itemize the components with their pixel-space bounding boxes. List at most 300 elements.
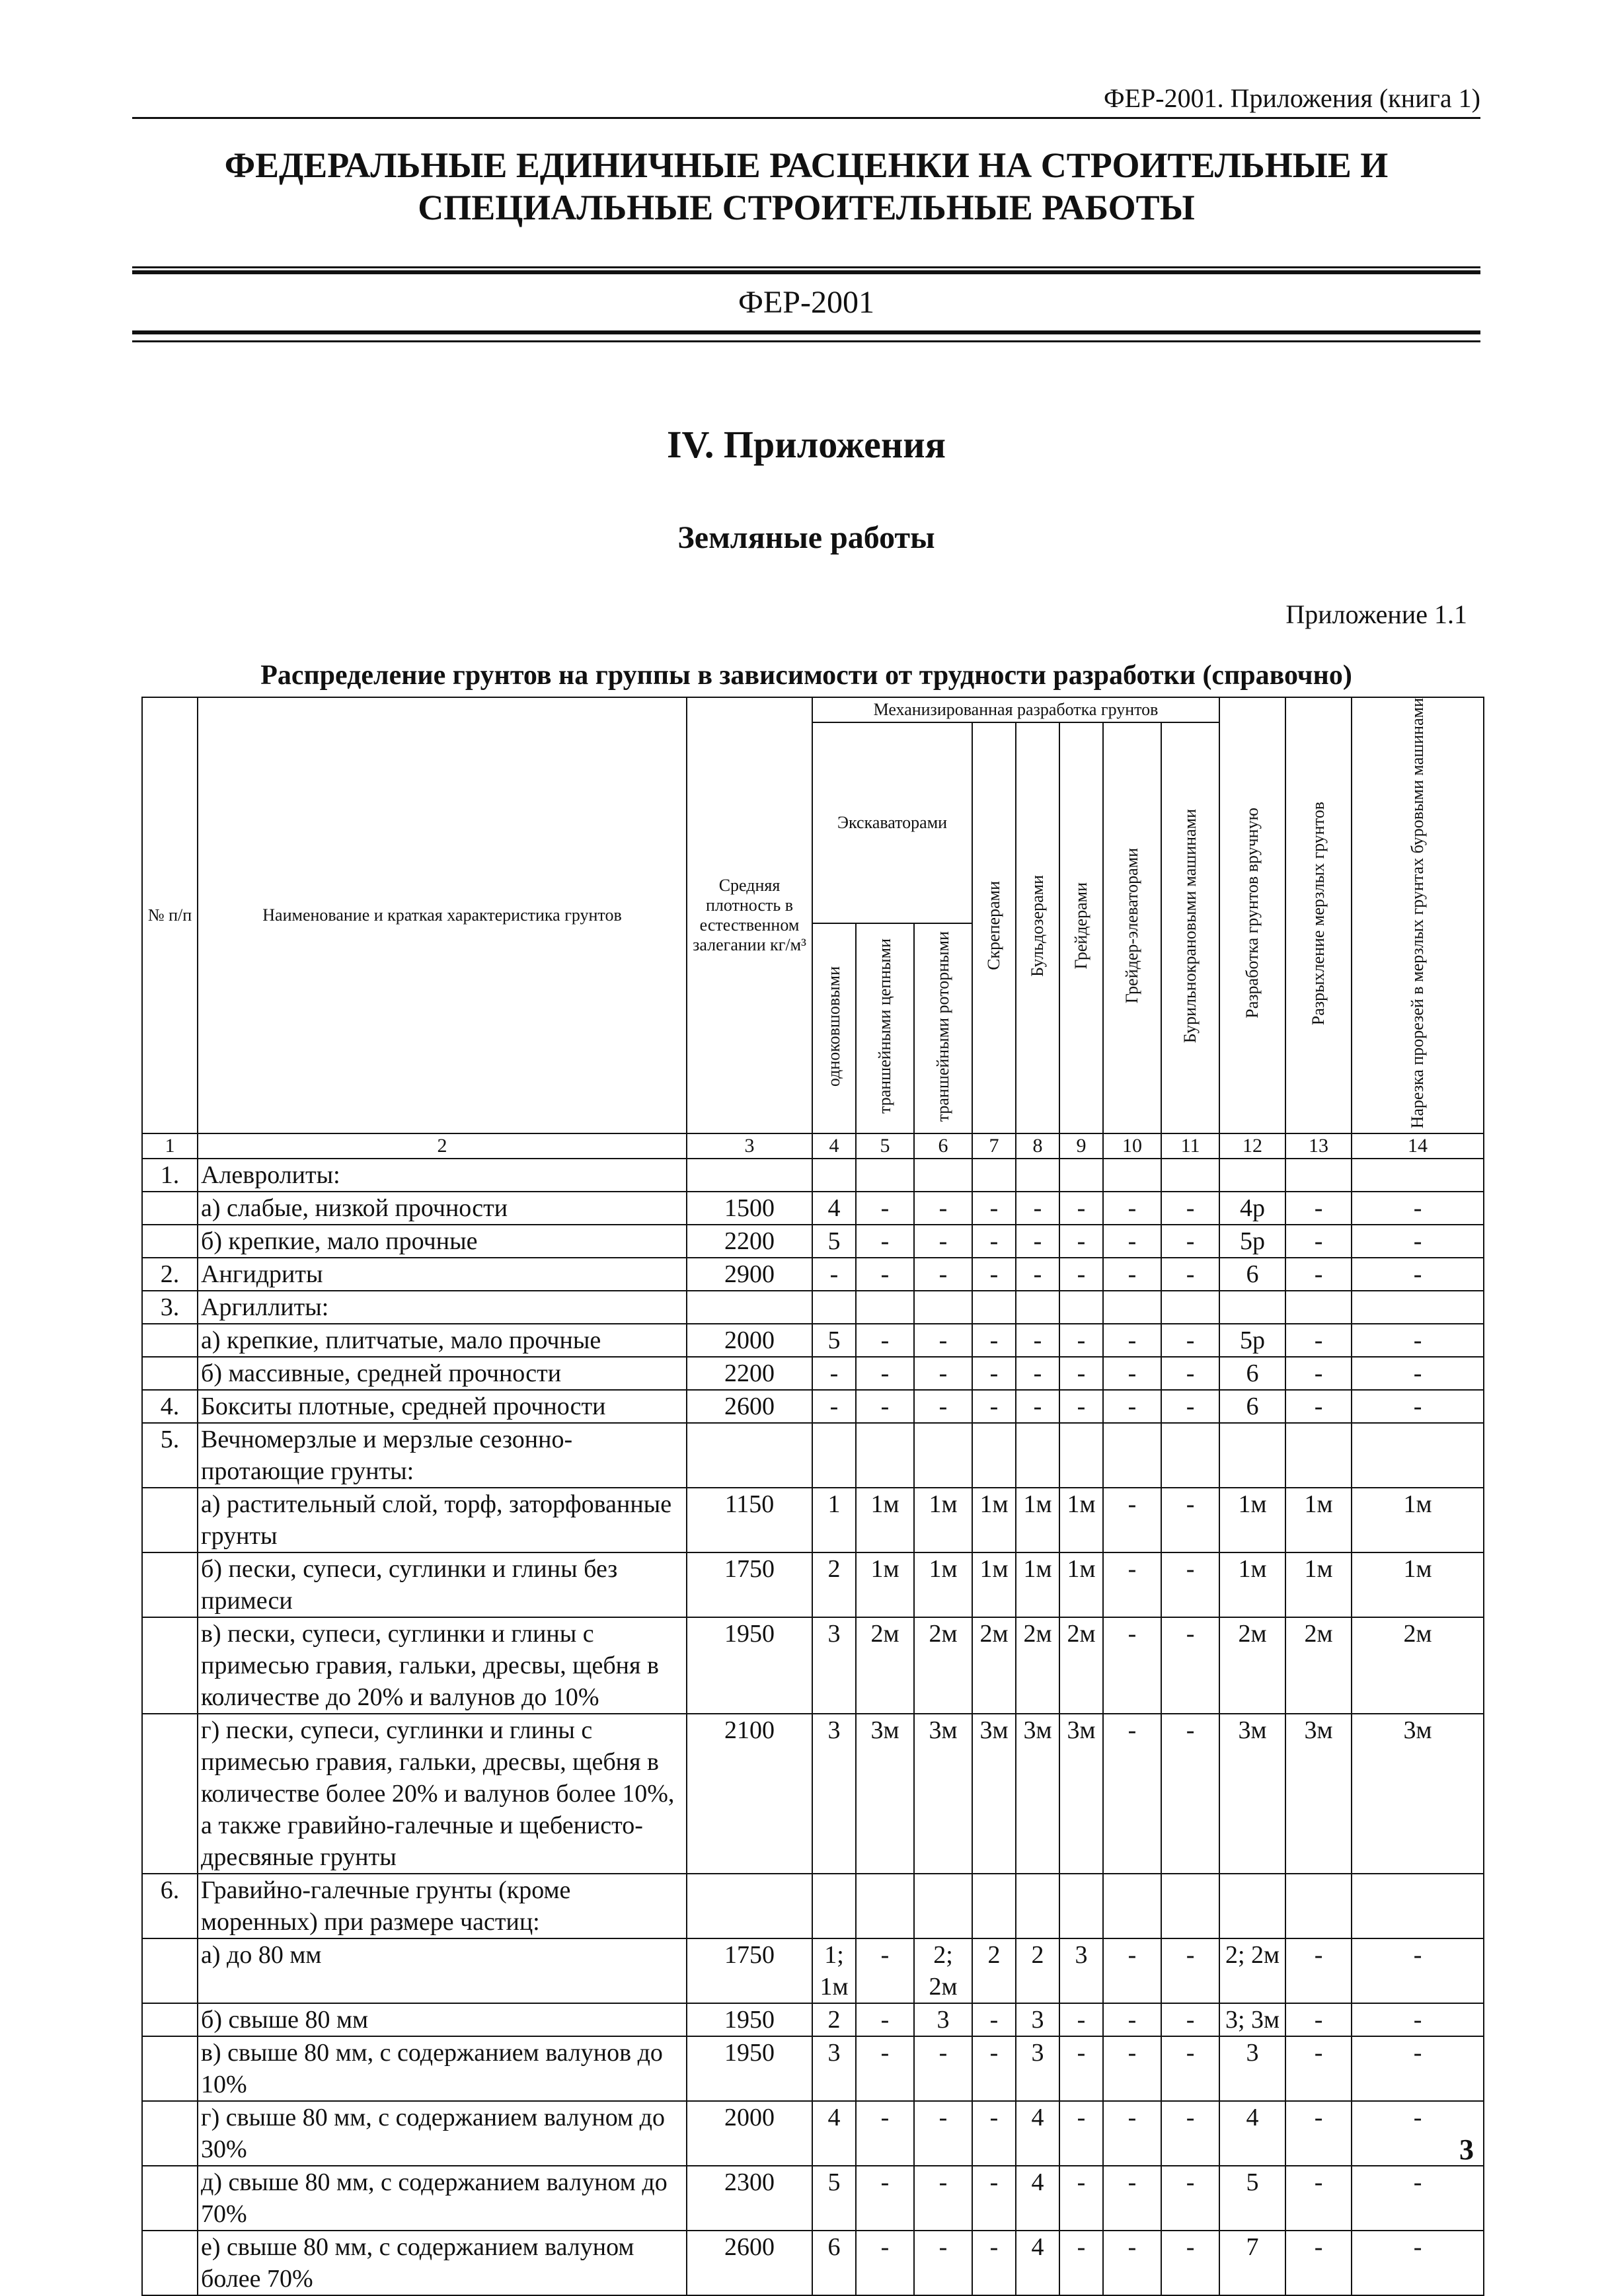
group-value: 3м (1352, 1714, 1484, 1874)
group-value: - (856, 2231, 914, 2295)
group-value: 1 (812, 1488, 856, 1552)
soil-name: а) слабые, низкой прочности (198, 1192, 687, 1225)
group-value: - (856, 2101, 914, 2166)
group-value: - (1285, 1357, 1352, 1390)
group-value: 1; 1м (812, 1938, 856, 2003)
row-number (142, 1617, 198, 1714)
group-value (914, 1291, 972, 1324)
divider-top (132, 266, 1480, 274)
divider-bottom (132, 330, 1480, 342)
group-value (1219, 1874, 1285, 1938)
group-value: - (856, 2166, 914, 2231)
table-caption: Распределение грунтов на группы в зависимости от трудности разработки (справочно) (260, 660, 1352, 691)
group-value: - (1103, 1488, 1161, 1552)
group-value: - (1285, 1225, 1352, 1258)
group-value (1219, 1423, 1285, 1488)
row-number (142, 1225, 198, 1258)
header-density: Средняя плотность в естественном залегании кг/м³ (687, 697, 812, 1133)
group-value (1059, 1159, 1103, 1192)
group-value: - (1352, 2166, 1484, 2231)
table-row (142, 2036, 1484, 2101)
group-value: 3 (812, 2036, 856, 2101)
group-value: - (856, 1258, 914, 1291)
header-loosening: Разрыхление мерзлых грунтов (1285, 697, 1352, 1133)
table-row (142, 1390, 1484, 1423)
column-number: 10 (1103, 1133, 1161, 1159)
group-value (1161, 1291, 1219, 1324)
group-value (1016, 1874, 1059, 1938)
table-row (142, 2231, 1484, 2295)
group-value: - (1285, 1390, 1352, 1423)
header-bulldozers: Бульдозерами (1016, 722, 1059, 1133)
header-scrapers: Скреперами (972, 722, 1016, 1133)
running-header: ФЕР-2001. Приложения (книга 1) (132, 83, 1480, 119)
group-value: 6 (1219, 1357, 1285, 1390)
group-value: - (1059, 1192, 1103, 1225)
soil-density: 1750 (687, 1938, 812, 2003)
column-number: 13 (1285, 1133, 1352, 1159)
group-value: 5р (1219, 1324, 1285, 1357)
group-value: 1м (1059, 1552, 1103, 1617)
group-value: - (1161, 1938, 1219, 2003)
group-value: - (1059, 1357, 1103, 1390)
group-value: - (1103, 1552, 1161, 1617)
group-value: - (914, 1324, 972, 1357)
document-code: ФЕР-2001 (738, 285, 874, 320)
group-value: - (1161, 2036, 1219, 2101)
group-value: - (1352, 1324, 1484, 1357)
group-value: - (1103, 2231, 1161, 2295)
group-value: - (1059, 1390, 1103, 1423)
group-value: - (1103, 2166, 1161, 2231)
group-value: 2м (856, 1617, 914, 1714)
group-value (1016, 1423, 1059, 1488)
group-value: 2 (972, 1938, 1016, 2003)
column-number: 3 (687, 1133, 812, 1159)
section-title: IV. Приложения (666, 423, 946, 466)
group-value (1059, 1423, 1103, 1488)
table-row (142, 1552, 1484, 1617)
group-value: 2; 2м (914, 1938, 972, 2003)
group-value: 3м (972, 1714, 1016, 1874)
group-value: - (1016, 1324, 1059, 1357)
header-excavators: Экскаваторами (812, 722, 972, 923)
group-value: - (856, 1324, 914, 1357)
table-row (142, 1488, 1484, 1552)
soil-name: а) растительный слой, торф, заторфованные грунты (198, 1488, 687, 1552)
group-value: - (914, 2166, 972, 2231)
group-value (1103, 1291, 1161, 1324)
table-row (142, 1938, 1484, 2003)
soil-density: 2000 (687, 1324, 812, 1357)
soil-name: а) крепкие, плитчатые, мало прочные (198, 1324, 687, 1357)
group-value (1103, 1874, 1161, 1938)
group-value: 3 (1059, 1938, 1103, 2003)
soil-density: 2200 (687, 1357, 812, 1390)
group-value: - (914, 1357, 972, 1390)
group-value: - (1059, 2036, 1103, 2101)
soil-name: е) свыше 80 мм, с содержанием валуном более 70% (198, 2231, 687, 2295)
group-value: - (856, 1225, 914, 1258)
group-value: - (972, 1192, 1016, 1225)
group-value: - (1285, 1938, 1352, 2003)
soil-density (687, 1159, 812, 1192)
group-value: - (914, 1390, 972, 1423)
soil-density: 2900 (687, 1258, 812, 1291)
group-value: - (1285, 1192, 1352, 1225)
soil-density: 2600 (687, 1390, 812, 1423)
group-value: 1м (914, 1552, 972, 1617)
soil-density: 2200 (687, 1225, 812, 1258)
group-value (1285, 1291, 1352, 1324)
group-value: - (914, 1258, 972, 1291)
group-value: - (914, 2101, 972, 2166)
group-value: - (1059, 2003, 1103, 2036)
group-value: - (1352, 2003, 1484, 2036)
column-number: 2 (198, 1133, 687, 1159)
group-value: 1м (1285, 1488, 1352, 1552)
group-value: 3 (1219, 2036, 1285, 2101)
row-number: 5. (142, 1423, 198, 1488)
group-value: 3 (812, 1714, 856, 1874)
group-value: 1м (1285, 1552, 1352, 1617)
group-value: 7 (1219, 2231, 1285, 2295)
group-value (972, 1423, 1016, 1488)
group-value (1285, 1874, 1352, 1938)
group-value: 1м (1059, 1488, 1103, 1552)
group-value: 6 (812, 2231, 856, 2295)
group-value: 4 (1016, 2101, 1059, 2166)
soil-name: б) крепкие, мало прочные (198, 1225, 687, 1258)
soil-name: б) свыше 80 мм (198, 2003, 687, 2036)
table-row (142, 1192, 1484, 1225)
group-value (1352, 1291, 1484, 1324)
soil-name: Вечномерзлые и мерзлые сезонно-протающие грунты: (198, 1423, 687, 1488)
soil-name: Алевролиты: (198, 1159, 687, 1192)
table-row (142, 1258, 1484, 1291)
group-value: - (1161, 2101, 1219, 2166)
row-number: 3. (142, 1291, 198, 1324)
group-value (914, 1159, 972, 1192)
soil-density (687, 1291, 812, 1324)
group-value: 3м (1285, 1714, 1352, 1874)
group-value: - (812, 1390, 856, 1423)
column-number: 14 (1352, 1133, 1484, 1159)
group-value: - (1103, 1938, 1161, 2003)
soil-name: Гравийно-галечные грунты (кроме моренных) при размере частиц: (198, 1874, 687, 1938)
group-value: 3; 3м (1219, 2003, 1285, 2036)
group-value (1352, 1159, 1484, 1192)
group-value (972, 1159, 1016, 1192)
document-title-line-1: ФЕДЕРАЛЬНЫЕ ЕДИНИЧНЫЕ РАСЦЕНКИ НА СТРОИТЕЛЬНЫЕ И (224, 145, 1389, 185)
group-value: - (1161, 1390, 1219, 1423)
group-value: - (1161, 1714, 1219, 1874)
group-value: 2 (812, 1552, 856, 1617)
column-number: 8 (1016, 1133, 1059, 1159)
group-value: 1м (972, 1552, 1016, 1617)
group-value: 1м (1219, 1488, 1285, 1552)
group-value: 1м (1016, 1488, 1059, 1552)
group-value (1103, 1423, 1161, 1488)
group-value: - (1285, 2231, 1352, 2295)
header-drilling-cranes: Бурильнокрановыми машинами (1161, 722, 1219, 1133)
soil-name: Ангидриты (198, 1258, 687, 1291)
group-value (856, 1423, 914, 1488)
header-graders: Грейдерами (1059, 722, 1103, 1133)
group-value: 1м (1352, 1552, 1484, 1617)
group-value: - (812, 1357, 856, 1390)
group-value: - (1352, 1390, 1484, 1423)
group-value: - (1352, 1192, 1484, 1225)
group-value: - (1352, 1225, 1484, 1258)
soil-density: 1150 (687, 1488, 812, 1552)
group-value: - (1285, 2166, 1352, 2231)
table-row (142, 2166, 1484, 2231)
row-number (142, 1324, 198, 1357)
group-value: 2м (1016, 1617, 1059, 1714)
group-value: - (1352, 1938, 1484, 2003)
group-value: - (856, 1357, 914, 1390)
group-value: - (972, 2036, 1016, 2101)
group-value: 3м (1016, 1714, 1059, 1874)
row-number: 4. (142, 1390, 198, 1423)
group-value: 1м (914, 1488, 972, 1552)
soil-name: в) пески, супеси, суглинки и глины с примесью гравия, гальки, дресвы, щебня в количестве до 20% и валунов до 10% (198, 1617, 687, 1714)
group-value (1059, 1874, 1103, 1938)
group-value: - (1016, 1258, 1059, 1291)
group-value: - (1161, 1488, 1219, 1552)
group-value (1016, 1159, 1059, 1192)
group-value: - (1285, 2101, 1352, 2166)
soil-name: д) свыше 80 мм, с содержанием валуном до 70% (198, 2166, 687, 2231)
soil-density (687, 1874, 812, 1938)
table-row (142, 1874, 1484, 1938)
soil-name: г) свыше 80 мм, с содержанием валуном до 30% (198, 2101, 687, 2166)
row-number: 6. (142, 1874, 198, 1938)
group-value: 3м (856, 1714, 914, 1874)
group-value: 4 (1016, 2166, 1059, 2231)
group-value: 3 (1016, 2003, 1059, 2036)
group-value: - (1161, 1192, 1219, 1225)
table-row (142, 1423, 1484, 1488)
group-value (1161, 1874, 1219, 1938)
group-value: - (1161, 1258, 1219, 1291)
group-value: - (1103, 1617, 1161, 1714)
group-value: 2м (1059, 1617, 1103, 1714)
soil-density: 1950 (687, 1617, 812, 1714)
group-value: - (1285, 2036, 1352, 2101)
soil-density: 2000 (687, 2101, 812, 2166)
group-value (914, 1423, 972, 1488)
group-value: - (1352, 2036, 1484, 2101)
row-number (142, 2003, 198, 2036)
group-value: - (1016, 1357, 1059, 1390)
group-value: - (1161, 2003, 1219, 2036)
group-value: - (972, 1225, 1016, 1258)
group-value: - (1103, 2003, 1161, 2036)
group-value: - (1161, 2231, 1219, 2295)
subsection-title: Земляные работы (677, 520, 935, 555)
group-value: - (1161, 1617, 1219, 1714)
group-value: 3 (914, 2003, 972, 2036)
group-value (1352, 1423, 1484, 1488)
column-number: 1 (142, 1133, 198, 1159)
table-row (142, 1324, 1484, 1357)
group-value (856, 1159, 914, 1192)
group-value: 1м (856, 1488, 914, 1552)
group-value: - (856, 1938, 914, 2003)
group-value: 6 (1219, 1258, 1285, 1291)
group-value (1219, 1159, 1285, 1192)
group-value: 1м (972, 1488, 1016, 1552)
group-value: 2м (972, 1617, 1016, 1714)
column-number: 4 (812, 1133, 856, 1159)
group-value: 1м (1219, 1552, 1285, 1617)
group-value: - (972, 1390, 1016, 1423)
group-value: - (972, 2166, 1016, 2231)
row-number (142, 2231, 198, 2295)
group-value: 3м (1059, 1714, 1103, 1874)
soil-groups-table (141, 697, 1484, 2296)
group-value: - (914, 1225, 972, 1258)
table-row (142, 1225, 1484, 1258)
group-value: - (914, 1192, 972, 1225)
group-value: - (1103, 1192, 1161, 1225)
soil-density (687, 1423, 812, 1488)
group-value: - (1103, 1390, 1161, 1423)
group-value (856, 1291, 914, 1324)
table-row (142, 1159, 1484, 1192)
header-grader-elevators: Грейдер-элеваторами (1103, 722, 1161, 1133)
group-value: - (1103, 1357, 1161, 1390)
group-value (1285, 1159, 1352, 1192)
group-value: - (1059, 2166, 1103, 2231)
group-value: - (1352, 2101, 1484, 2166)
group-value: - (972, 1324, 1016, 1357)
group-value: 6 (1219, 1390, 1285, 1423)
group-value: 2м (1285, 1617, 1352, 1714)
group-value: 3м (1219, 1714, 1285, 1874)
group-value: - (1059, 1225, 1103, 1258)
group-value: - (972, 2231, 1016, 2295)
appendix-label: Приложение 1.1 (1285, 599, 1467, 629)
group-value: - (1103, 1324, 1161, 1357)
group-value: - (972, 1357, 1016, 1390)
group-value (1103, 1159, 1161, 1192)
table-row (142, 1357, 1484, 1390)
group-value: - (914, 2231, 972, 2295)
header-cutting: Нарезка прорезей в мерзлых грунтах буровыми машинами (1352, 697, 1484, 1133)
soil-name: б) массивные, средней прочности (198, 1357, 687, 1390)
group-value: - (1059, 1258, 1103, 1291)
group-value: - (1352, 1258, 1484, 1291)
group-value: - (1285, 1258, 1352, 1291)
group-value: 2 (812, 2003, 856, 2036)
group-value: 2; 2м (1219, 1938, 1285, 2003)
group-value: - (1059, 2101, 1103, 2166)
group-value: - (856, 1390, 914, 1423)
group-value (1352, 1874, 1484, 1938)
soil-name: б) пески, супеси, суглинки и глины без примеси (198, 1552, 687, 1617)
group-value: 4 (812, 2101, 856, 2166)
group-value: - (1103, 1258, 1161, 1291)
group-value: - (1016, 1390, 1059, 1423)
group-value: 2 (1016, 1938, 1059, 2003)
soil-name: Бокситы плотные, средней прочности (198, 1390, 687, 1423)
group-value: 2м (1219, 1617, 1285, 1714)
group-value: 2м (1352, 1617, 1484, 1714)
group-value: 5 (1219, 2166, 1285, 2231)
document-title (132, 144, 1480, 229)
group-value: - (856, 1192, 914, 1225)
group-value: - (856, 2003, 914, 2036)
soil-density: 2300 (687, 2166, 812, 2231)
group-value (972, 1291, 1016, 1324)
group-value: - (1285, 1324, 1352, 1357)
group-value (856, 1874, 914, 1938)
row-number: 2. (142, 1258, 198, 1291)
group-value: - (812, 1258, 856, 1291)
group-value (1161, 1159, 1219, 1192)
group-value (812, 1874, 856, 1938)
soil-name: г) пески, супеси, суглинки и глины с примесью гравия, гальки, дресвы, щебня в количестве более 20% и валунов более 10%, а также гравийно-галечные и щебенисто-дресвяные грунты (198, 1714, 687, 1874)
header-trench-rotor: траншейными роторными (914, 923, 972, 1133)
group-value: 3 (812, 1617, 856, 1714)
column-number: 5 (856, 1133, 914, 1159)
soil-density: 1750 (687, 1552, 812, 1617)
group-value: - (914, 2036, 972, 2101)
group-value: - (1161, 1324, 1219, 1357)
table-row (142, 1291, 1484, 1324)
table-row (142, 2003, 1484, 2036)
group-value (1285, 1423, 1352, 1488)
table-row (142, 1714, 1484, 1874)
group-value (812, 1159, 856, 1192)
soil-density: 2600 (687, 2231, 812, 2295)
group-value: 1м (856, 1552, 914, 1617)
group-value: - (1016, 1225, 1059, 1258)
group-value (1161, 1423, 1219, 1488)
group-value: - (1103, 1225, 1161, 1258)
group-value: 4 (1016, 2231, 1059, 2295)
column-numbers-row (142, 1133, 1484, 1159)
column-number: 6 (914, 1133, 972, 1159)
row-number (142, 1552, 198, 1617)
group-value: - (1103, 2101, 1161, 2166)
group-value: - (1161, 1552, 1219, 1617)
row-number (142, 2166, 198, 2231)
group-value (812, 1423, 856, 1488)
group-value: - (1016, 1192, 1059, 1225)
group-value (1016, 1291, 1059, 1324)
group-value (914, 1874, 972, 1938)
row-number (142, 2036, 198, 2101)
row-number (142, 1357, 198, 1390)
header-single-bucket: одноковшовыми (812, 923, 856, 1133)
group-value: 1м (1016, 1552, 1059, 1617)
group-value: 4 (1219, 2101, 1285, 2166)
soil-name: в) свыше 80 мм, с содержанием валунов до 10% (198, 2036, 687, 2101)
group-value: 5р (1219, 1225, 1285, 1258)
group-value: - (1059, 1324, 1103, 1357)
group-value: 3м (914, 1714, 972, 1874)
group-value: - (972, 2101, 1016, 2166)
group-value: - (1103, 1714, 1161, 1874)
column-number: 7 (972, 1133, 1016, 1159)
group-value (1219, 1291, 1285, 1324)
group-value: - (972, 1258, 1016, 1291)
soil-name: а) до 80 мм (198, 1938, 687, 2003)
